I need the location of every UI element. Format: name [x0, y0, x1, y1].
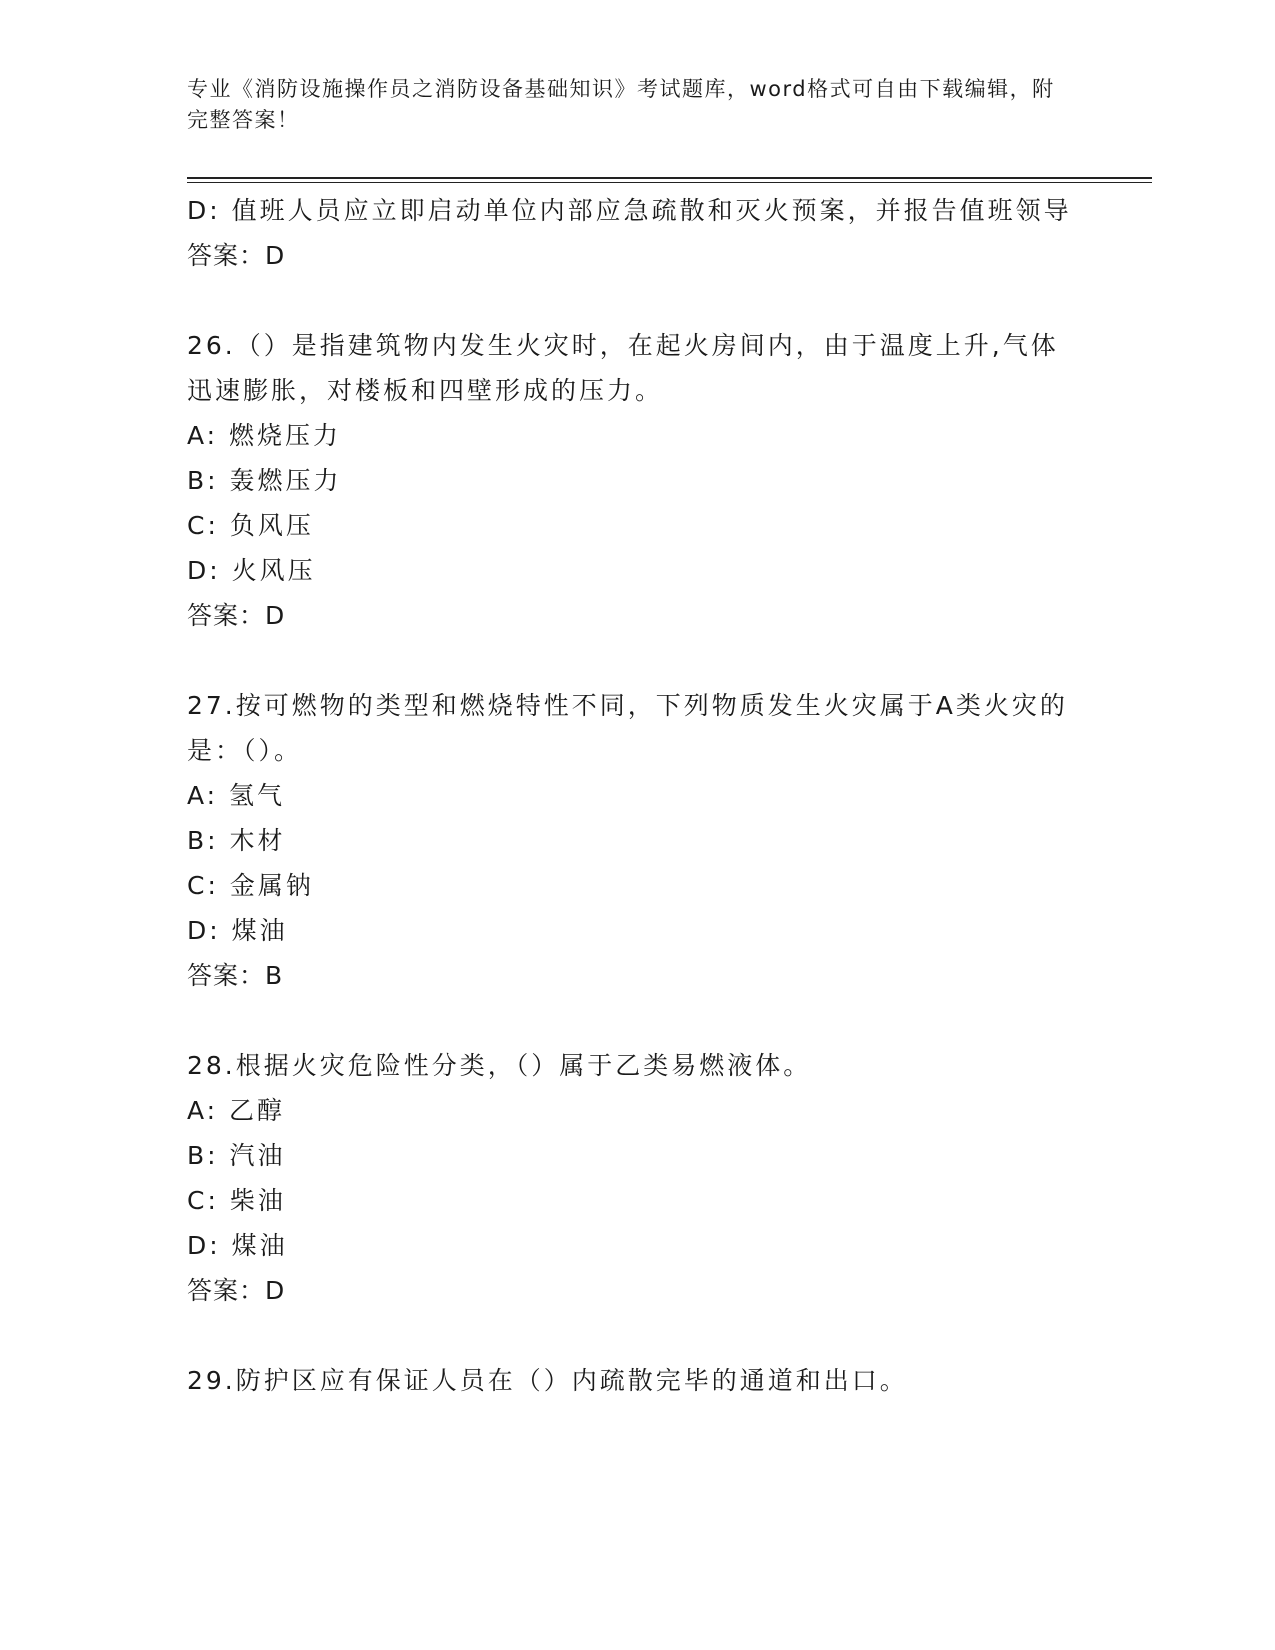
option-c: C: 负风压: [187, 511, 314, 540]
option-a: A: 氢气: [187, 781, 286, 810]
question-27: [187, 683, 1087, 998]
question-content: [187, 188, 1087, 1403]
option-d: D: 煤油: [187, 916, 288, 945]
answer: 答案：D: [187, 241, 286, 270]
option-d: D: 值班人员应立即启动单位内部应急疏散和灭火预案，并报告值班领导: [187, 196, 1072, 225]
option-b: B: 汽油: [187, 1141, 286, 1170]
answer: 答案：B: [187, 961, 284, 990]
answer: 答案：D: [187, 601, 286, 630]
question-stem: 28.根据火灾危险性分类，（）属于乙类易燃液体。: [187, 1051, 812, 1080]
document-header: 专业《消防设施操作员之消防设备基础知识》考试题库，word格式可自由下载编辑，附完整答案！: [187, 77, 1055, 132]
question-28: [187, 1043, 1087, 1313]
header-rule-thick: [187, 177, 1152, 179]
option-c: C: 柴油: [187, 1186, 286, 1215]
answer: 答案：D: [187, 1276, 286, 1305]
option-d: D: 煤油: [187, 1231, 288, 1260]
option-d: D: 火风压: [187, 556, 316, 585]
option-a: A: 乙醇: [187, 1096, 286, 1125]
header-rule-thin: [187, 182, 1152, 183]
question-stem: 26.（）是指建筑物内发生火灾时，在起火房间内，由于温度上升,气体迅速膨胀，对楼板和四壁形成的压力。: [187, 331, 1059, 405]
option-b: B: 轰燃压力: [187, 466, 342, 495]
option-c: C: 金属钠: [187, 871, 314, 900]
question-29: [187, 1358, 1087, 1403]
option-b: B: 木材: [187, 826, 286, 855]
question-26: [187, 323, 1087, 638]
option-a: A: 燃烧压力: [187, 421, 342, 450]
question-stem: 29.防护区应有保证人员在（）内疏散完毕的通道和出口。: [187, 1366, 908, 1395]
question-stem: 27.按可燃物的类型和燃烧特性不同，下列物质发生火灾属于A类火灾的是：（）。: [187, 691, 1068, 765]
